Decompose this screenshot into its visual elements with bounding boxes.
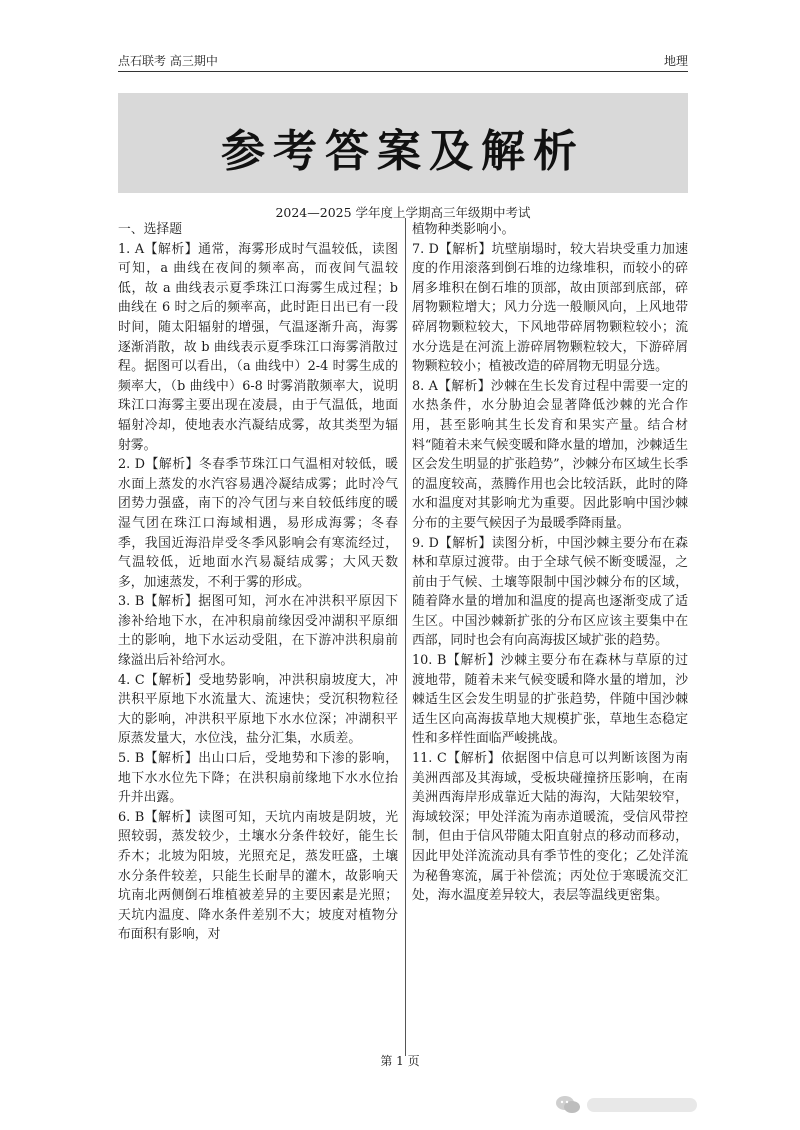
answer-item: 6. B【解析】读图可知，天坑内南坡是阴坡，光照较弱，蒸发较少，土壤水分条件较好，能生长乔木；北坡为阳坡，光照充足，蒸发旺盛，土壤水分条件较差，只能生长耐旱的灌木，故影响天坑南北两侧倒石堆植被差异的主要因素是光照；天坑内温度、降水条件差别不大；坡度对植物分布面积有影响，对 [118, 809, 398, 943]
answer-item: 11. C【解析】依据图中信息可以判断该图为南美洲西部及其海域，受板块碰撞挤压影响，在南美洲西海岸形成靠近大陆的海沟，大陆架较窄，海域较深；甲处洋流为南赤道暖流，受信风带控制，但由于信风带随太阳直射点的移动而移动，因此甲处洋流流动具有季节性的变化；乙处洋流为秘鲁寒流，属于补偿流；丙处位于寒暖流交汇处，海水温度差异较大，表层等温线更密集。 [412, 751, 688, 904]
header-subject: 地理 [663, 54, 688, 68]
answer-item: 7. D【解析】坑壁崩塌时，较大岩块受重力加速度的作用滚落到倒石堆的边缘堆积，而较小的碎屑多堆积在倒石堆的顶部，故由顶部到底部，碎屑物颗粒增大；风力分选一般顺风向，上风地带碎屑物颗粒较大，下风地带碎屑物颗粒较小；流水分选是在河流上游碎屑物颗粒较大，下游碎屑物颗粒较小；植被改造的碎屑物无明显分选。 [412, 241, 688, 375]
watermark [555, 1092, 700, 1120]
right-column [412, 220, 688, 906]
answer-item: 1. A【解析】通常，海雾形成时气温较低，读图可知，a 曲线在夜间的频率高，而夜间气温较低，故 a 曲线表示夏季珠江口海雾生成过程；b 曲线在 6 时之后的频率高，此时距日出已有一段时间，随太阳辐射的增强，气温逐渐升高，海雾逐渐消散，故 b 曲线表示夏季珠江口海雾消散过程。据图可以看出，（a 曲线中）2-4 时雾生成的频率大，（b 曲线中）6-8 时雾消散频率大，说明珠江口海雾主要出现在凌晨，由于气温低，地面辐射冷却，使地表水汽凝结成雾，故其类型为辐射雾。 [118, 241, 398, 453]
header-rule [118, 71, 688, 72]
wechat-icon [555, 1094, 581, 1116]
header-exam-name: 点石联考 高三期中 [118, 54, 218, 68]
answer-item: 8. A【解析】沙棘在生长发育过程中需要一定的水热条件，水分胁迫会显著降低沙棘的光合作用，甚至影响其生长发育和果实产量。结合材料“随着未来气候变暖和降水量的增加，沙棘适生区会发生明显的扩张趋势”，沙棘分布区域生长季的温度较高，蒸腾作用也会比较活跃，此时的降水和温度对其影响尤为重要。因此影响中国沙棘分布的主要气候因子为最暖季降雨量。 [412, 378, 688, 531]
section-heading: 一、选择题 [118, 222, 182, 237]
exam-subtitle: 2024—2025 学年度上学期高三年级期中考试 [275, 205, 531, 220]
page-title: 参考答案及解析 [221, 126, 585, 177]
title-banner [118, 93, 688, 193]
page-header [118, 52, 688, 70]
page-number: 第 1 页 [380, 1054, 420, 1068]
answer-item: 10. B【解析】沙棘主要分布在森林与草原的过渡地带，随着未来气候变暖和降水量的增加，沙棘适生区会发生明显的扩张趋势，伴随中国沙棘适生区向高海拔草地大规模扩张，草地生态稳定性和多样性面临严峻挑战。 [412, 653, 688, 747]
answer-item: 9. D【解析】读图分析，中国沙棘主要分布在森林和草原过渡带。由于全球气候不断变暖湿，之前由于气候、土壤等限制中国沙棘分布的区域，随着降水量的增加和温度的提高也逐渐变成了适生区。中国沙棘新扩张的分布区应该主要集中在西部，同时也会有向高海拔区域扩张的趋势。 [412, 535, 688, 649]
answer-item: 5. B【解析】出山口后，受地势和下渗的影响，地下水水位先下降；在洪积扇前缘地下水水位抬升并出露。 [118, 751, 398, 806]
answer-item: 3. B【解析】据图可知，河水在冲洪积平原因下渗补给地下水，在冲积扇前缘因受冲湖积平原细土的影响，地下水运动受阻，在下游冲洪积扇前缘溢出后补给河水。 [118, 594, 398, 669]
answer-item-continued: 植物种类影响小。 [412, 222, 515, 237]
left-column [118, 220, 398, 945]
column-divider [405, 218, 406, 1056]
watermark-blur [587, 1098, 697, 1112]
answer-item: 2. D【解析】冬春季节珠江口气温相对较低，暖水面上蒸发的水汽容易遇冷凝结成雾；此时冷气团势力强盛，南下的冷气团与来自较低纬度的暖湿气团在珠江口海域相遇，易形成海雾；冬春季，我国近海沿岸受冬季风影响会有寒流经过，气温较低，近地面水汽易凝结成雾；大风天数多，加速蒸发，不利于雾的形成。 [118, 457, 398, 590]
answer-item: 4. C【解析】受地势影响，冲洪积扇坡度大，冲洪积平原地下水流量大、流速快；受沉积物粒径大的影响，冲洪积平原地下水水位深；冲湖积平原蒸发量大，水位浅，盐分汇集，水质差。 [118, 672, 398, 747]
